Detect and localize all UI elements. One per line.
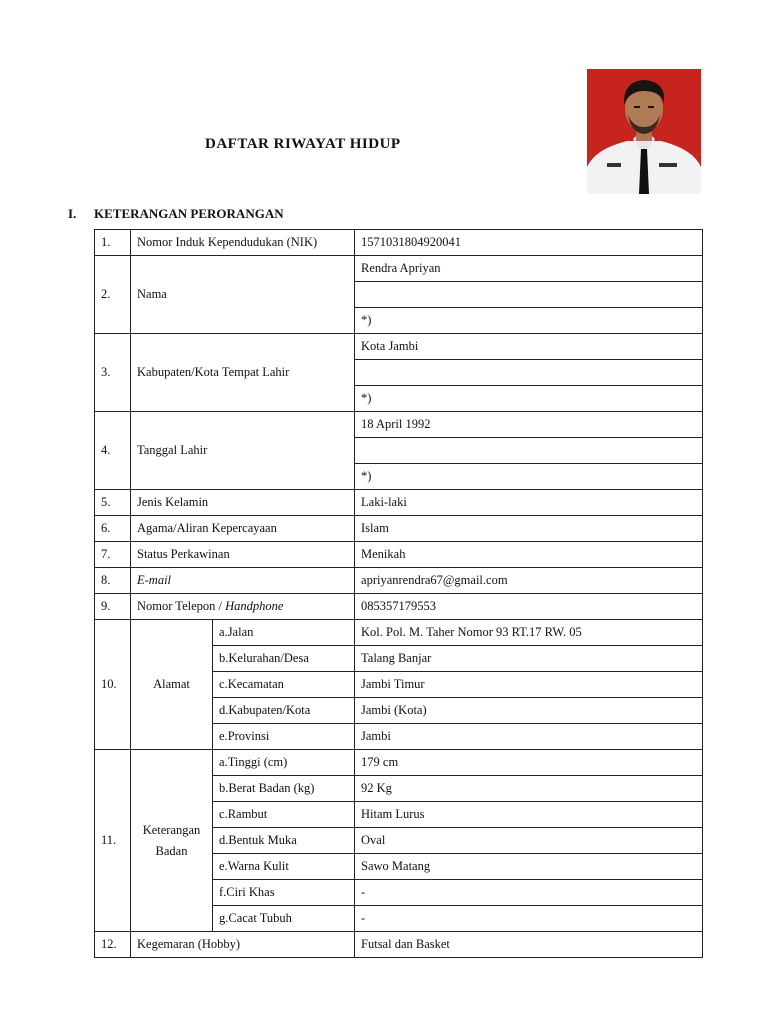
row-value: 179 cm <box>355 750 703 776</box>
sub-label <box>213 750 355 776</box>
sub-label <box>213 828 355 854</box>
row-label-line: Keterangan <box>142 822 201 837</box>
row-label: Kabupaten/Kota Tempat Lahir <box>131 334 355 412</box>
row-value: *) <box>355 464 703 490</box>
table-row <box>95 516 703 542</box>
profile-photo <box>587 69 701 194</box>
sub-label <box>213 802 355 828</box>
table-row <box>95 594 703 620</box>
row-label-part-italic: Handphone <box>225 599 284 613</box>
sub-letter: a. <box>219 755 228 769</box>
row-value: Kol. Pol. M. Taher Nomor 93 RT.17 RW. 05 <box>355 620 703 646</box>
sub-label-text: Kelurahan/Desa <box>228 651 309 665</box>
row-value: 92 Kg <box>355 776 703 802</box>
sub-label <box>213 672 355 698</box>
row-value: Jambi (Kota) <box>355 698 703 724</box>
row-value: Oval <box>355 828 703 854</box>
table-row <box>95 490 703 516</box>
personal-info-table <box>94 229 703 958</box>
sub-letter: d. <box>219 833 229 847</box>
sub-letter: c. <box>219 807 228 821</box>
row-value: Hitam Lurus <box>355 802 703 828</box>
row-value: Laki-laki <box>355 490 703 516</box>
table-row <box>95 542 703 568</box>
row-number: 3. <box>95 334 131 412</box>
sub-label-text: Rambut <box>227 807 268 821</box>
row-label: E-mail <box>131 568 355 594</box>
row-label: Status Perkawinan <box>131 542 355 568</box>
row-label: Alamat <box>131 620 213 750</box>
sub-label <box>213 698 355 724</box>
sub-letter: e. <box>219 729 228 743</box>
row-number: 5. <box>95 490 131 516</box>
row-value: Jambi Timur <box>355 672 703 698</box>
row-value <box>355 282 703 308</box>
sub-label <box>213 776 355 802</box>
row-value: - <box>355 880 703 906</box>
table-row <box>95 750 703 776</box>
row-label-part: Nomor Telepon / <box>137 599 226 613</box>
row-number: 4. <box>95 412 131 490</box>
section-heading <box>68 206 284 222</box>
row-number: 12. <box>95 932 131 958</box>
sub-label-text: Warna Kulit <box>227 859 289 873</box>
row-label: Nomor Induk Kependudukan (NIK) <box>131 230 355 256</box>
sub-letter: c. <box>219 677 228 691</box>
document-title: DAFTAR RIWAYAT HIDUP <box>205 136 401 152</box>
sub-label-text: Kabupaten/Kota <box>228 703 311 717</box>
row-value: Futsal dan Basket <box>355 932 703 958</box>
sub-letter: a. <box>219 625 228 639</box>
table-row <box>95 932 703 958</box>
row-number: 8. <box>95 568 131 594</box>
row-label <box>131 594 355 620</box>
row-number: 1. <box>95 230 131 256</box>
sub-label <box>213 854 355 880</box>
sub-label-text: Kecamatan <box>227 677 284 691</box>
sub-label-text: Jalan <box>227 625 254 639</box>
sub-label-text: Tinggi (cm) <box>227 755 288 769</box>
sub-letter: e. <box>219 859 228 873</box>
section-number: I. <box>68 206 77 221</box>
row-value: *) <box>355 386 703 412</box>
row-label: Nama <box>131 256 355 334</box>
sub-label-text: Provinsi <box>227 729 270 743</box>
sub-label <box>213 906 355 932</box>
row-label: Jenis Kelamin <box>131 490 355 516</box>
row-value: *) <box>355 308 703 334</box>
row-value: Islam <box>355 516 703 542</box>
sub-label-text: Berat Badan (kg) <box>228 781 315 795</box>
sub-letter: b. <box>219 781 229 795</box>
sub-label-text: Bentuk Muka <box>228 833 297 847</box>
table-row <box>95 568 703 594</box>
sub-letter: d. <box>219 703 229 717</box>
row-label: Agama/Aliran Kepercayaan <box>131 516 355 542</box>
row-label-line: Badan <box>155 843 188 858</box>
row-value: - <box>355 906 703 932</box>
table-row <box>95 412 703 438</box>
email-value: apriyanrendra67@gmail.com <box>355 568 703 594</box>
row-value: Jambi <box>355 724 703 750</box>
row-value: Rendra Apriyan <box>355 256 703 282</box>
sub-letter: f. <box>219 885 227 899</box>
sub-label <box>213 646 355 672</box>
row-value: 1571031804920041 <box>355 230 703 256</box>
sub-letter: b. <box>219 651 229 665</box>
row-number: 11. <box>95 750 131 932</box>
row-number: 10. <box>95 620 131 750</box>
row-number: 9. <box>95 594 131 620</box>
sub-label <box>213 724 355 750</box>
row-number: 2. <box>95 256 131 334</box>
row-number: 6. <box>95 516 131 542</box>
row-value: Menikah <box>355 542 703 568</box>
row-label <box>131 750 213 932</box>
sub-label-text: Ciri Khas <box>226 885 275 899</box>
sub-letter: g. <box>219 911 229 925</box>
row-label: Kegemaran (Hobby) <box>131 932 355 958</box>
row-value: Sawo Matang <box>355 854 703 880</box>
table-row <box>95 230 703 256</box>
row-value <box>355 438 703 464</box>
row-value: Kota Jambi <box>355 334 703 360</box>
phone-value: 085357179553 <box>355 594 703 620</box>
row-value: 18 April 1992 <box>355 412 703 438</box>
row-value <box>355 360 703 386</box>
sub-label-text: Cacat Tubuh <box>228 911 292 925</box>
sub-label <box>213 880 355 906</box>
table-row <box>95 334 703 360</box>
row-number: 7. <box>95 542 131 568</box>
table-row <box>95 256 703 282</box>
row-label: Tanggal Lahir <box>131 412 355 490</box>
row-value: Talang Banjar <box>355 646 703 672</box>
sub-label <box>213 620 355 646</box>
table-row <box>95 620 703 646</box>
section-title: KETERANGAN PERORANGAN <box>94 206 284 221</box>
